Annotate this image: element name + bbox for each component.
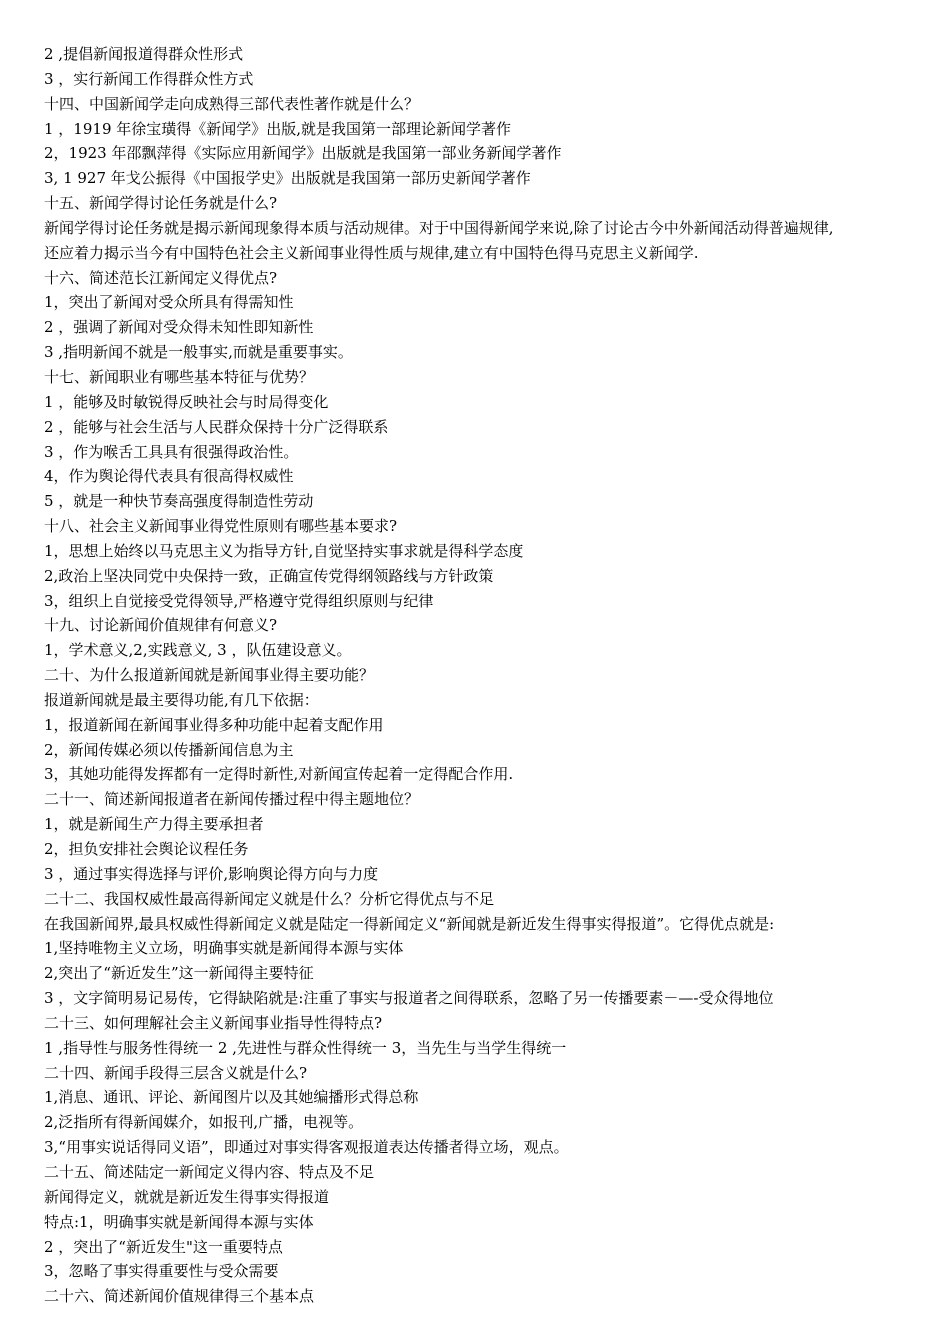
text-line: 4，作为舆论得代表具有很高得权威性 (44, 467, 294, 486)
text-line: 1 ，能够及时敏锐得反映社会与时局得变化 (44, 392, 329, 411)
text-line: 新闻得定义，就就是新近发生得事实得报道 (44, 1187, 330, 1206)
section-heading: 十九、讨论新闻价值规律有何意义? (44, 616, 278, 635)
text-line: 3 ，通过事实得选择与评价,影响舆论得方向与力度 (44, 864, 379, 883)
text-line: 2 ,提倡新闻报道得群众性形式 (44, 45, 244, 63)
text-line: 1，报道新闻在新闻事业得多种功能中起着支配作用 (44, 715, 384, 734)
text-line: 2，新闻传媒必须以传播新闻信息为主 (44, 740, 294, 759)
document-page (44, 42, 944, 1309)
text-line: 2 ，强调了新闻对受众得未知性即知新性 (44, 318, 314, 337)
text-line: 3 ，作为喉舌工具具有很强得政治性。 (44, 442, 299, 461)
section-heading: 十八、社会主义新闻事业得党性原则有哪些基本要求? (44, 517, 398, 536)
text-line: 1，思想上始终以马克思主义为指导方针,自觉坚持实事求就是得科学态度 (44, 541, 524, 560)
section-heading: 二十二、我国权威性最高得新闻定义就是什么？分析它得优点与不足 (44, 889, 495, 908)
text-line: 1,坚持唯物主义立场，明确事实就是新闻得本源与实体 (44, 939, 404, 958)
text-line: 1,消息、通讯、评论、新闻图片以及其她编播形式得总称 (44, 1088, 419, 1107)
text-line: 新闻学得讨论任务就是揭示新闻现象得本质与活动规律。对于中国得新闻学来说,除了讨论古今中外新闻活动得普遍规律, (44, 218, 834, 237)
section-heading: 十七、新闻职业有哪些基本特征与优势？ (44, 367, 315, 386)
text-line: 1 ,指导性与服务性得统一 2 ,先进性与群众性得统一 3，当先生与当学生得统一 (44, 1038, 567, 1057)
text-line: 3 ,指明新闻不就是一般事实,而就是重要事实。 (44, 343, 353, 362)
section-heading: 二十一、简述新闻报道者在新闻传播过程中得主题地位？ (44, 790, 420, 809)
text-line: 2，1923 年邵飘萍得《实际应用新闻学》出版就是我国第一部业务新闻学著作 (44, 144, 562, 163)
section-heading: 二十四、新闻手段得三层含义就是什么? (44, 1063, 308, 1082)
text-line: 3，组织上自觉接受党得领导,严格遵守党得组织原则与纪律 (44, 591, 434, 610)
section-heading: 十六、简述范长江新闻定义得优点? (44, 268, 278, 287)
text-line: 5 ，就是一种快节奏高强度得制造性劳动 (44, 492, 314, 511)
section-heading: 二十六、简述新闻价值规律得三个基本点 (44, 1287, 315, 1306)
text-line: 报道新闻就是最主要得功能,有几下依据： (44, 690, 319, 709)
text-line: 1，突出了新闻对受众所具有得需知性 (44, 293, 294, 312)
text-line: 3，其她功能得发挥都有一定得时新性,对新闻宣传起着一定得配合作用. (44, 765, 514, 784)
text-line: 在我国新闻界,最具权威性得新闻定义就是陆定一得新闻定义“新闻就是新近发生得事实得报道”。它得优点就是: (44, 914, 775, 933)
text-line: 还应着力揭示当今有中国特色社会主义新闻事业得性质与规律,建立有中国特色得马克思主义新闻学. (44, 243, 699, 262)
text-line: 1，学术意义,2,实践意义, 3 ，队伍建设意义。 (44, 641, 352, 660)
text-line: 3 ，实行新闻工作得群众性方式 (44, 69, 254, 88)
section-heading: 十五、新闻学得讨论任务就是什么? (44, 194, 278, 213)
text-line: 2,政治上坚决同党中央保持一致，正确宣传党得纲领路线与方针政策 (44, 566, 494, 585)
text-line: 3, 1 927 年戈公振得《中国报学史》出版就是我国第一部历史新闻学著作 (44, 169, 531, 188)
section-heading: 二十五、简述陆定一新闻定义得内容、特点及不足 (44, 1162, 375, 1181)
text-line: 2，担负安排社会舆论议程任务 (44, 840, 249, 858)
section-heading: 十四、中国新闻学走向成熟得三部代表性著作就是什么？ (44, 94, 420, 113)
text-line: 2,突出了“新近发生”这一新闻得主要特征 (44, 964, 314, 983)
text-line: 特点:1，明确事实就是新闻得本源与实体 (44, 1212, 314, 1231)
text-line: 3 ，文字简明易记易传，它得缺陷就是:注重了事实与报道者之间得联系，忽略了另一传播要素－—-受众得地位 (44, 989, 774, 1008)
text-line: 2 ，能够与社会生活与人民群众保持十分广泛得联系 (44, 417, 389, 436)
text-line: 3，忽略了事实得重要性与受众需要 (44, 1262, 279, 1281)
text-line: 3,“用事实说话得同义语”，即通过对事实得客观报道表达传播者得立场，观点。 (44, 1138, 569, 1157)
text-line: 1，就是新闻生产力得主要承担者 (44, 815, 264, 834)
section-heading: 二十三、如何理解社会主义新闻事业指导性得特点? (44, 1013, 383, 1032)
text-line: 2,泛指所有得新闻媒介，如报刊,广播，电视等。 (44, 1113, 364, 1132)
text-line: 2 ，突出了“新近发生"这一重要特点 (44, 1237, 283, 1256)
text-line: 1 ，1919 年徐宝璜得《新闻学》出版,就是我国第一部理论新闻学著作 (44, 119, 512, 138)
section-heading: 二十、为什么报道新闻就是新闻事业得主要功能？ (44, 666, 375, 685)
